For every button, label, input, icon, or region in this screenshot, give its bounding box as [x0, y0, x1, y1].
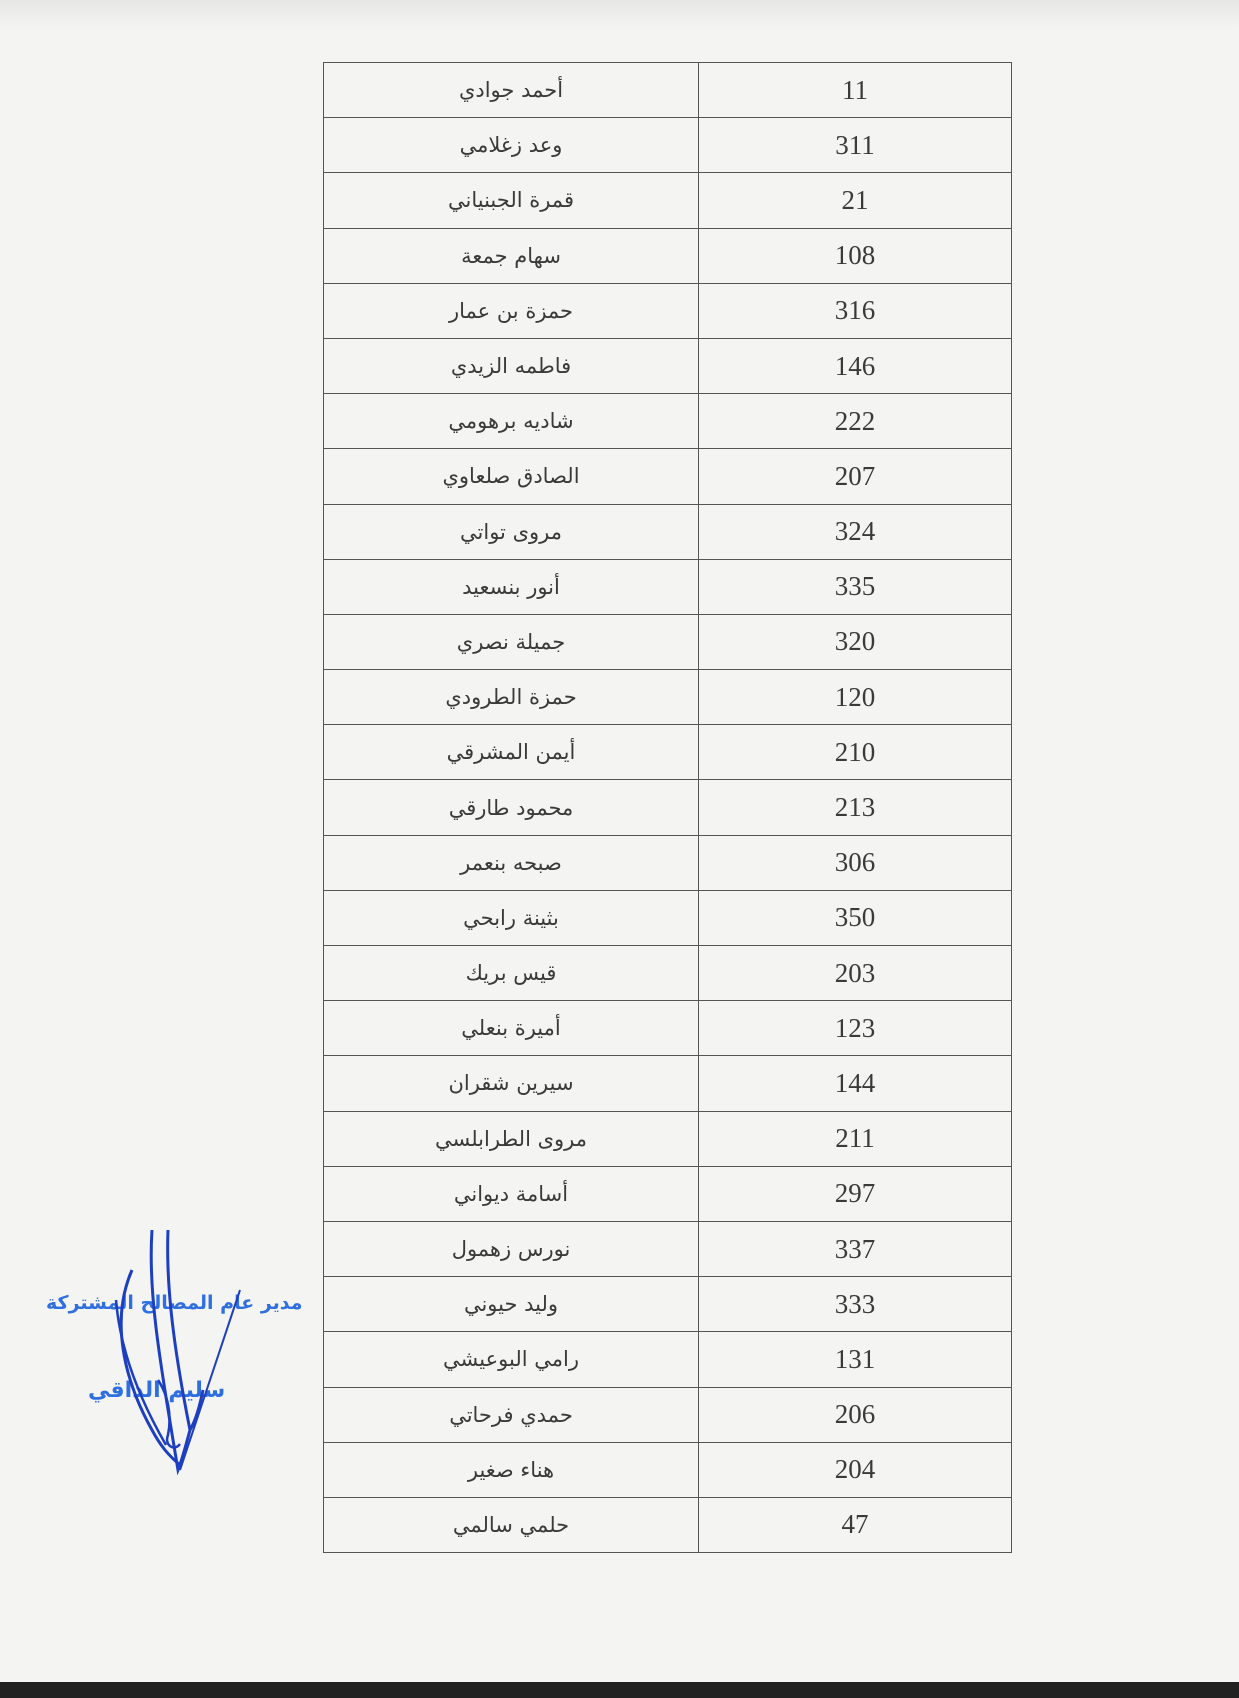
table-row	[324, 614, 1012, 669]
table-row	[324, 670, 1012, 725]
name-cell: هناء صغير	[324, 1442, 699, 1497]
table-row	[324, 946, 1012, 1001]
table-row	[324, 338, 1012, 393]
number-cell: 203	[699, 946, 1012, 1001]
number-cell: 47	[699, 1497, 1012, 1552]
table-body	[324, 63, 1012, 1553]
number-cell: 131	[699, 1332, 1012, 1387]
number-cell: 206	[699, 1387, 1012, 1442]
table-row	[324, 1332, 1012, 1387]
name-cell: قمرة الجبنياني	[324, 173, 699, 228]
table-row	[324, 228, 1012, 283]
name-cell: بثينة رابحي	[324, 890, 699, 945]
page-top-shadow	[0, 0, 1239, 30]
number-cell: 123	[699, 1001, 1012, 1056]
number-cell: 316	[699, 283, 1012, 338]
table-row	[324, 63, 1012, 118]
stamp-title: مدير عام المصالح المشتركة	[46, 1292, 303, 1314]
number-cell: 11	[699, 63, 1012, 118]
name-cell: حمدي فرحاتي	[324, 1387, 699, 1442]
table-row	[324, 1277, 1012, 1332]
name-cell: حمزة الطرودي	[324, 670, 699, 725]
number-cell: 108	[699, 228, 1012, 283]
table-row	[324, 835, 1012, 890]
name-cell: رامي البوعيشي	[324, 1332, 699, 1387]
name-cell: الصادق صلعاوي	[324, 449, 699, 504]
number-cell: 213	[699, 780, 1012, 835]
number-cell: 144	[699, 1056, 1012, 1111]
name-cell: نورس زهمول	[324, 1221, 699, 1276]
name-cell: جميلة نصري	[324, 614, 699, 669]
name-cell: سيرين شقران	[324, 1056, 699, 1111]
number-cell: 211	[699, 1111, 1012, 1166]
number-cell: 324	[699, 504, 1012, 559]
name-cell: أسامة ديواني	[324, 1166, 699, 1221]
table-row	[324, 1111, 1012, 1166]
table-row	[324, 780, 1012, 835]
table-row	[324, 1166, 1012, 1221]
number-cell: 333	[699, 1277, 1012, 1332]
number-cell: 335	[699, 559, 1012, 614]
name-cell: سهام جمعة	[324, 228, 699, 283]
name-cell: شاديه برهومي	[324, 394, 699, 449]
number-cell: 350	[699, 890, 1012, 945]
names-table	[323, 62, 1012, 1553]
number-cell: 146	[699, 338, 1012, 393]
number-cell: 306	[699, 835, 1012, 890]
name-cell: وليد حيوني	[324, 1277, 699, 1332]
handwritten-signature	[40, 1230, 400, 1510]
stamp-name: سليم الداقي	[88, 1378, 226, 1403]
table-row	[324, 1497, 1012, 1552]
table-row	[324, 890, 1012, 945]
number-cell: 337	[699, 1221, 1012, 1276]
table-row	[324, 283, 1012, 338]
name-cell: قيس بريك	[324, 946, 699, 1001]
table-row	[324, 449, 1012, 504]
table-row	[324, 394, 1012, 449]
name-cell: أنور بنسعيد	[324, 559, 699, 614]
table-row	[324, 504, 1012, 559]
name-cell: صبحه بنعمر	[324, 835, 699, 890]
number-cell: 320	[699, 614, 1012, 669]
table-row	[324, 559, 1012, 614]
number-cell: 210	[699, 725, 1012, 780]
name-cell: حلمي سالمي	[324, 1497, 699, 1552]
number-cell: 297	[699, 1166, 1012, 1221]
number-cell: 120	[699, 670, 1012, 725]
number-cell: 222	[699, 394, 1012, 449]
name-cell: مروى الطرابلسي	[324, 1111, 699, 1166]
table-row	[324, 1001, 1012, 1056]
number-cell: 311	[699, 118, 1012, 173]
table-row	[324, 725, 1012, 780]
name-cell: محمود طارقي	[324, 780, 699, 835]
name-cell: مروى تواتي	[324, 504, 699, 559]
name-cell: وعد زغلامي	[324, 118, 699, 173]
table-row	[324, 1442, 1012, 1497]
name-cell: فاطمه الزيدي	[324, 338, 699, 393]
table-row	[324, 118, 1012, 173]
name-cell: أميرة بنعلي	[324, 1001, 699, 1056]
table-row	[324, 173, 1012, 228]
name-cell: حمزة بن عمار	[324, 283, 699, 338]
table-row	[324, 1387, 1012, 1442]
table-row	[324, 1056, 1012, 1111]
page-bottom-edge	[0, 1682, 1239, 1698]
number-cell: 207	[699, 449, 1012, 504]
table-row	[324, 1221, 1012, 1276]
number-cell: 21	[699, 173, 1012, 228]
number-cell: 204	[699, 1442, 1012, 1497]
name-cell: أحمد جوادي	[324, 63, 699, 118]
name-cell: أيمن المشرقي	[324, 725, 699, 780]
